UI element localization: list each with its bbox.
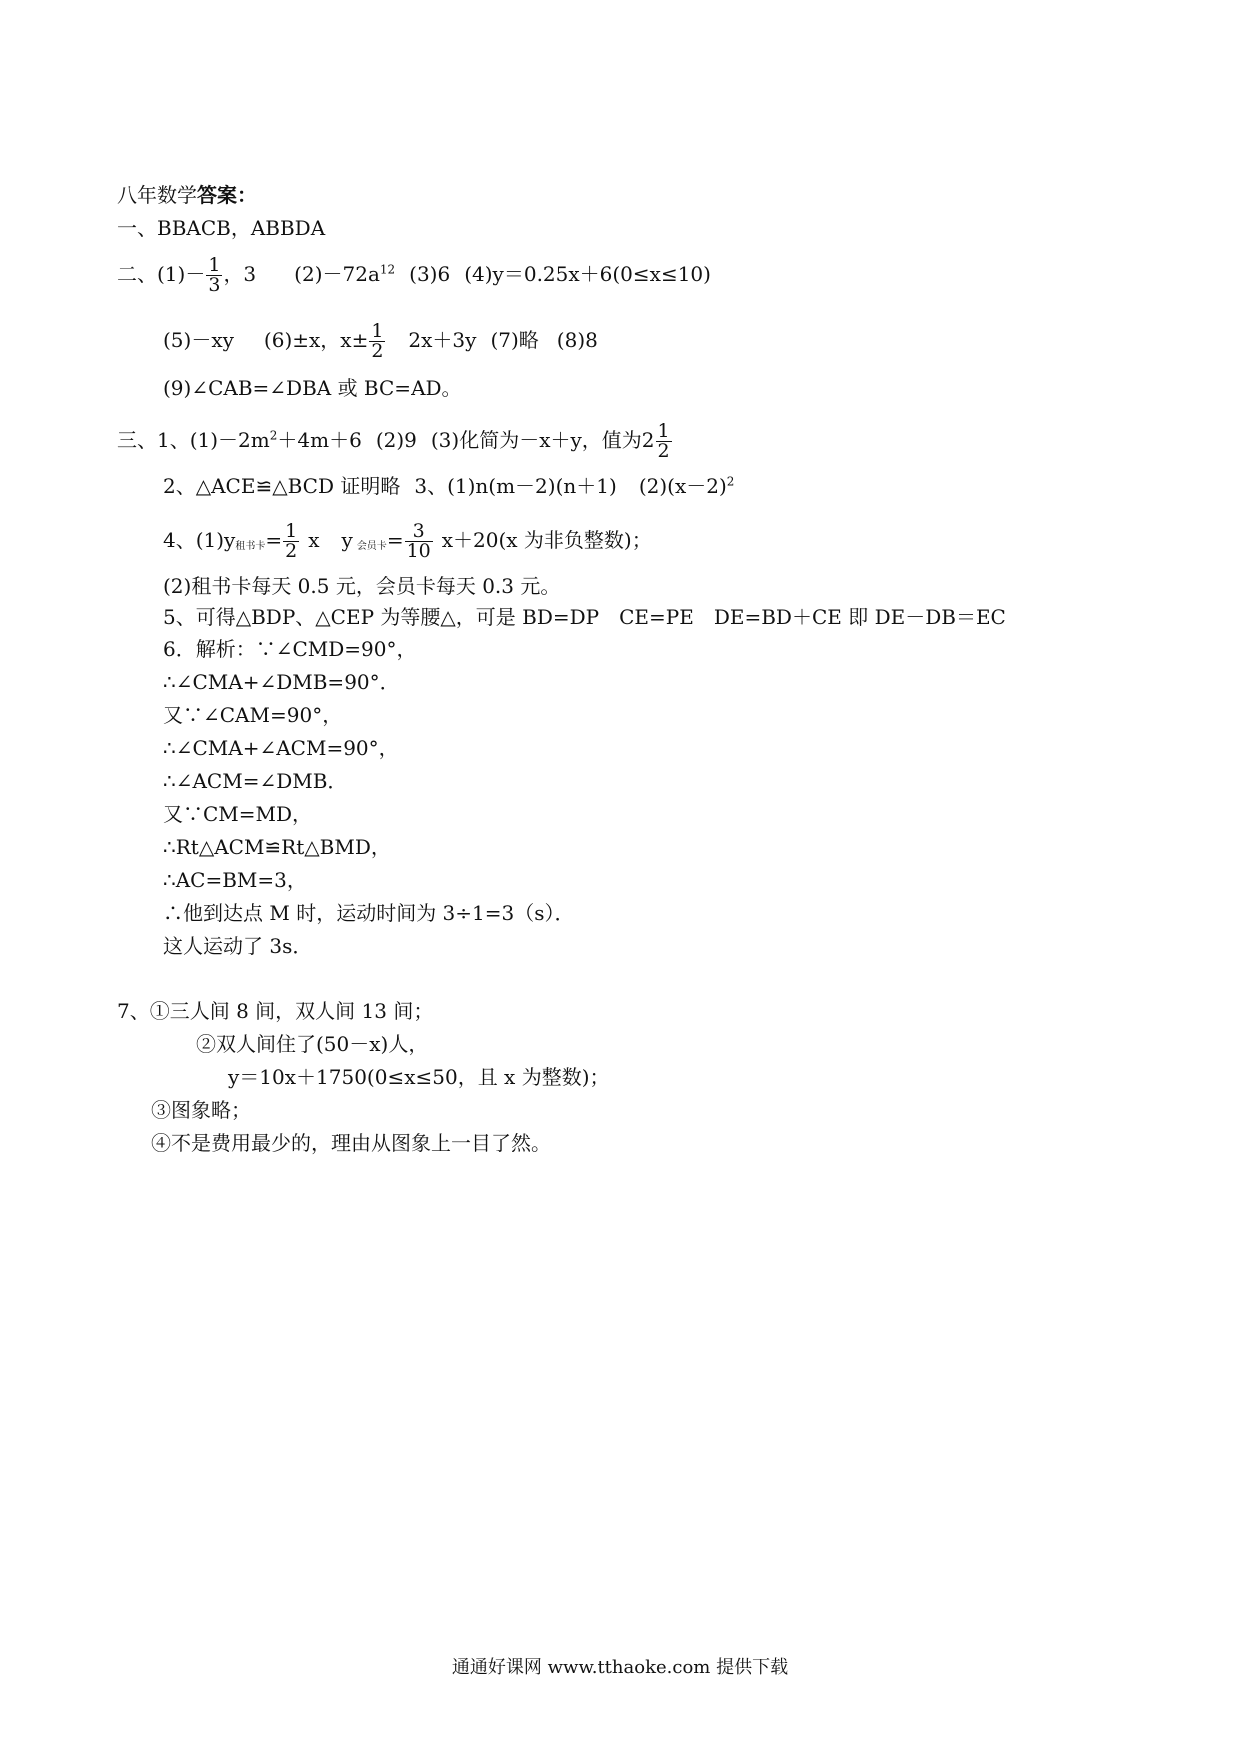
solution-line: ∴AC=BM=3， [163, 868, 307, 892]
section-3-question-1: 三、1、$(1)-2m^2+4m+6$ (2)9 (3)化简为－x＋y，值为2 $\frac{1}{2}$ [117, 420, 670, 462]
solution-line: ∴∠CMA+∠ACM=90°， [163, 736, 399, 760]
solution-line: 这人运动了 3s． [163, 934, 313, 958]
mixed-fraction-one-half: $\frac{1}{2}$ [657, 420, 670, 462]
section-2-line-1: 二、(1)－ $\frac{1}{3}$ ，3 $(2)-72a^{12}$ (3)6 (4)y＝0.25x＋6(0≤x≤10) [117, 254, 711, 296]
section-3-question-2-3: 2、△ACE≌△BCD 证明略 3、(1)n(m－2)(n＋1) $(2)(x-2)^2$ [163, 474, 735, 498]
q7-line-2: ②双人间住了(50－x)人， [196, 1032, 429, 1056]
section-2-line-3: (9)∠CAB=∠DBA 或 BC=AD。 [163, 376, 462, 400]
fraction-one-third: $\frac{1}{3}$ [208, 254, 221, 296]
q7-line-4: ③图象略； [151, 1098, 251, 1122]
section-1-answers: 一、BBACB，ABBDA [117, 216, 326, 240]
page-title: 八年数学答案： [117, 183, 257, 207]
solution-line: ∴∠CMA+∠DMB=90°． [163, 670, 400, 694]
fraction-one-half-rental: $\frac{1}{2}$ [285, 520, 298, 562]
solution-line: ∴他到达点 M 时，运动时间为 3÷1=3（s）． [163, 901, 575, 925]
q7-line-3: y＝10x＋1750(0≤x≤50，且 x 为整数)； [228, 1065, 610, 1089]
page-footer: 通通好课网 www.tthaoke.com 提供下载 [451, 1657, 789, 1678]
q7-line-1: 7、①三人间 8 间，双人间 13 间； [117, 999, 434, 1023]
fraction-three-tenths: $\frac{3}{10}$ [406, 520, 431, 562]
q7-line-5: ④不是费用最少的，理由从图象上一目了然。 [151, 1131, 551, 1155]
section-3-question-4: 4、$(1)y_{租书卡}=$ $\frac{1}{2}$ x y $_{会员卡}$= $\frac{3}{10}$ x＋20(x 为非负整数)； [163, 520, 652, 562]
solution-line: 又∵∠CAM=90°， [163, 703, 343, 727]
solution-line: 又∵CM=MD， [163, 802, 313, 826]
solution-line: ∴Rt△ACM≌Rt△BMD， [163, 835, 391, 859]
fraction-one-half: $\frac{1}{2}$ [371, 320, 384, 362]
solution-line: ∴∠ACM=∠DMB． [163, 769, 348, 793]
section-3-question-4-part-2: (2)租书卡每天 0.5 元，会员卡每天 0.3 元。 [163, 574, 561, 598]
solution-line: 6．解析：∵∠CMD=90°， [163, 637, 417, 661]
section-3-question-5: 5、可得△BDP、△CEP 为等腰△，可是 BD=DP CE=PE DE=BD＋CE 即 DE－DB＝EC [163, 605, 1006, 629]
section-2-line-2: (5)－xy (6)±x，x± $\frac{1}{2}$ 2x＋3y (7)略 (8)8 [163, 320, 598, 362]
